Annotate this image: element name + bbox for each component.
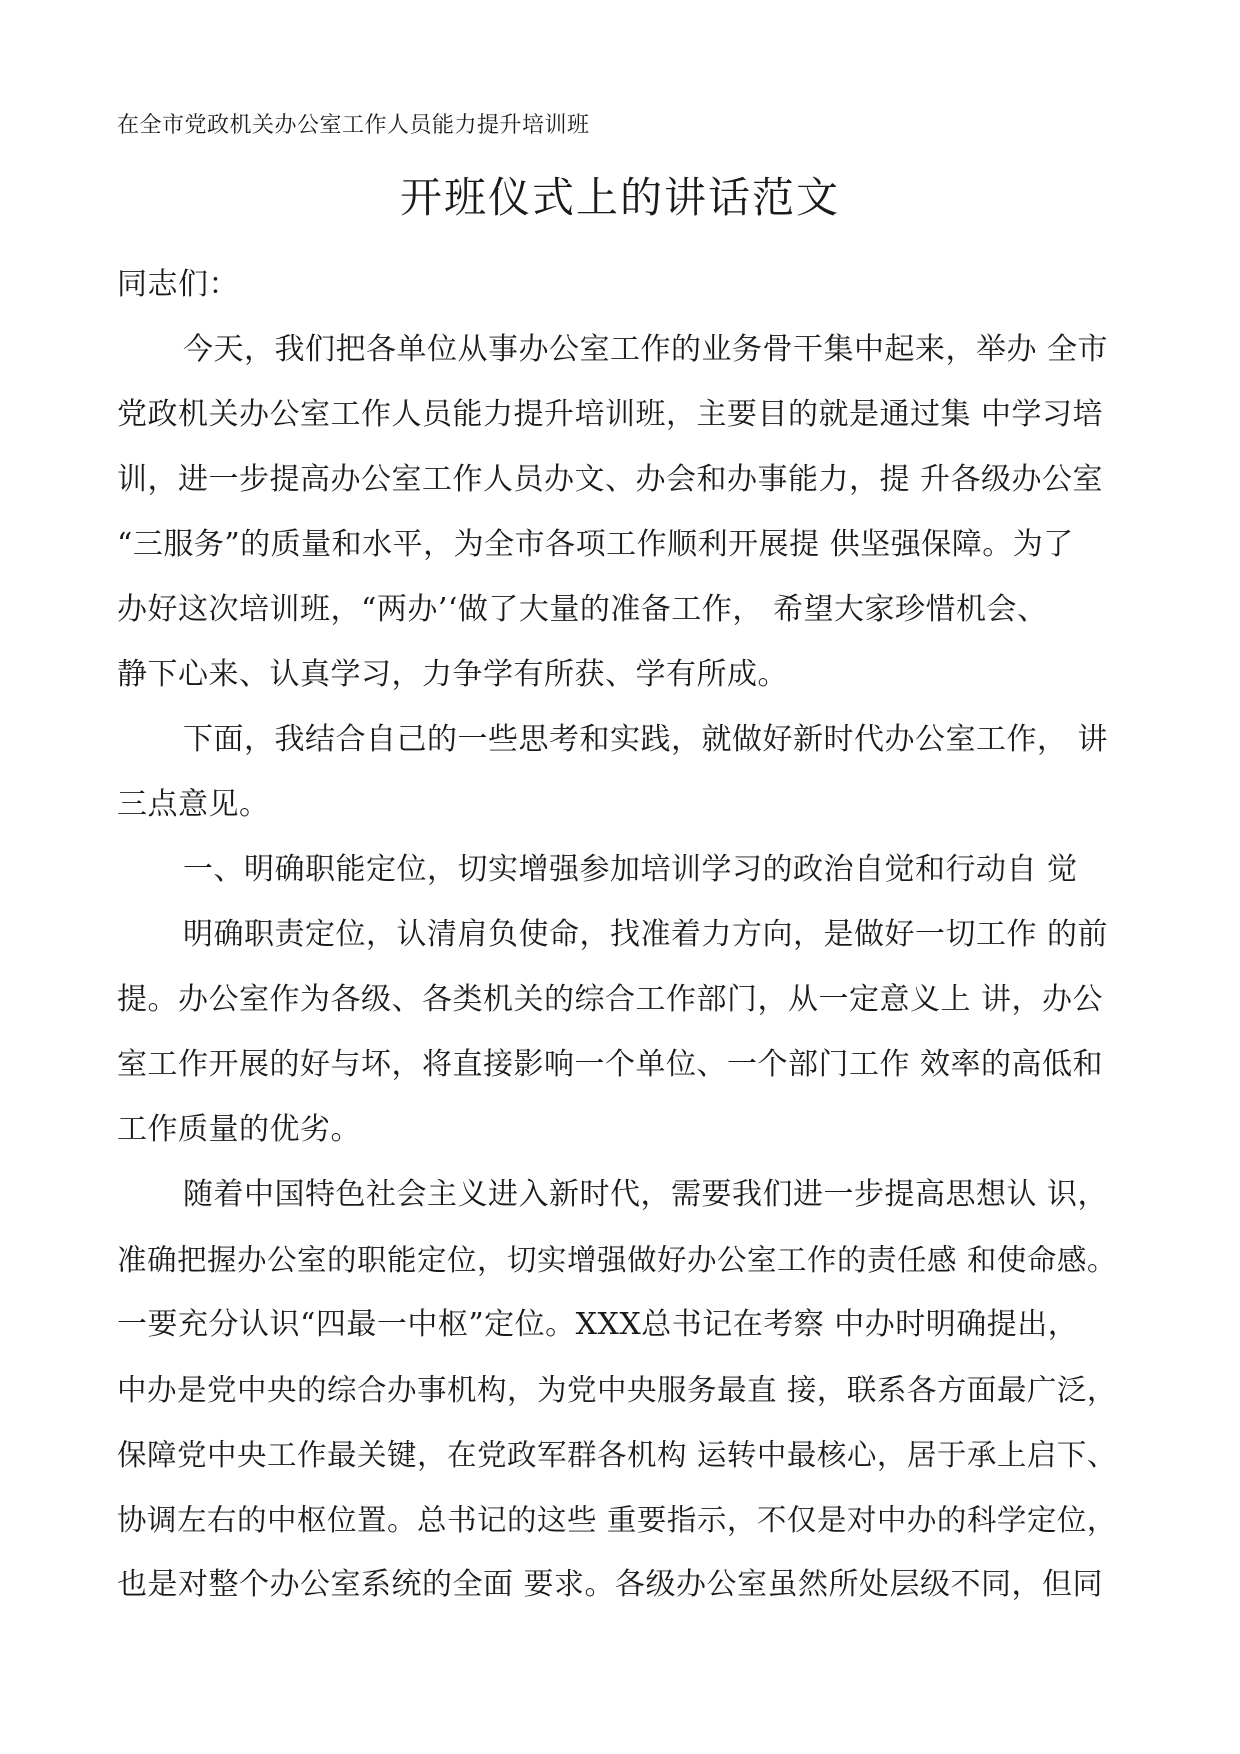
body-line: 下面，我结合自己的一些思考和实践，就做好新时代办公室工作， 讲	[183, 722, 1109, 757]
body-line: 也是对整个办公室系统的全面 要求。各级办公室虽然所处层级不同，但同	[117, 1567, 1104, 1602]
body-line: 准确把握办公室的职能定位，切实增强做好办公室工作的责任感 和使命感。	[117, 1243, 1117, 1277]
document-body	[117, 258, 1127, 1623]
body-line: 中办是党中央的综合办事机构，为党中央服务最直 接，联系各方面最广泛，	[117, 1373, 1117, 1407]
document-title: 开班仪式上的讲话范文	[399, 173, 840, 222]
body-line: 提。办公室作为各级、各类机关的综合工作部门，从一定意义上 讲，办公	[117, 982, 1104, 1017]
body-line: 随着中国特色社会主义进入新时代，需要我们进一步提高思想认 识，	[183, 1177, 1109, 1212]
body-line: 保障党中央工作最关键，在党政军群各机构 运转中最核心，居于承上启下、	[117, 1438, 1117, 1472]
body-line: 一、明确职能定位，切实增强参加培训学习的政治自觉和行动自 觉	[183, 852, 1078, 887]
body-line: 工作质量的优劣。	[117, 1112, 361, 1147]
body-line: 协调左右的中枢位置。总书记的这些 重要指示，不仅是对中办的科学定位，	[117, 1503, 1117, 1537]
body-line: 训，进一步提高办公室工作人员办文、办会和办事能力，提 升各级办公室	[117, 462, 1104, 497]
body-line: 同志们：	[117, 267, 239, 302]
document-subtitle: 在全市党政机关办公室工作人员能力提升培训班	[117, 113, 590, 138]
body-line: 今天，我们把各单位从事办公室工作的业务骨干集中起来，举办 全市	[183, 332, 1109, 367]
body-line: 三点意见。	[117, 787, 270, 822]
body-line: 明确职责定位，认清肩负使命，找准着力方向，是做好一切工作 的前	[183, 917, 1109, 952]
body-line: 静下心来、认真学习，力争学有所获、学有所成。	[117, 657, 788, 692]
body-line: 办好这次培训班，“两办’‘做了大量的准备工作， 希望大家珍惜机会、	[117, 592, 1048, 627]
body-line: 一要充分认识“四最一中枢”定位。XXX总书记在考察 中办时明确提出，	[117, 1307, 1079, 1342]
body-line: “三服务”的质量和水平，为全市各项工作顺利开展提 供坚强保障。为了	[117, 527, 1074, 562]
body-line: 党政机关办公室工作人员能力提升培训班，主要目的就是通过集 中学习培	[117, 397, 1104, 432]
body-line: 室工作开展的好与坏，将直接影响一个单位、一个部门工作 效率的高低和	[117, 1047, 1104, 1082]
